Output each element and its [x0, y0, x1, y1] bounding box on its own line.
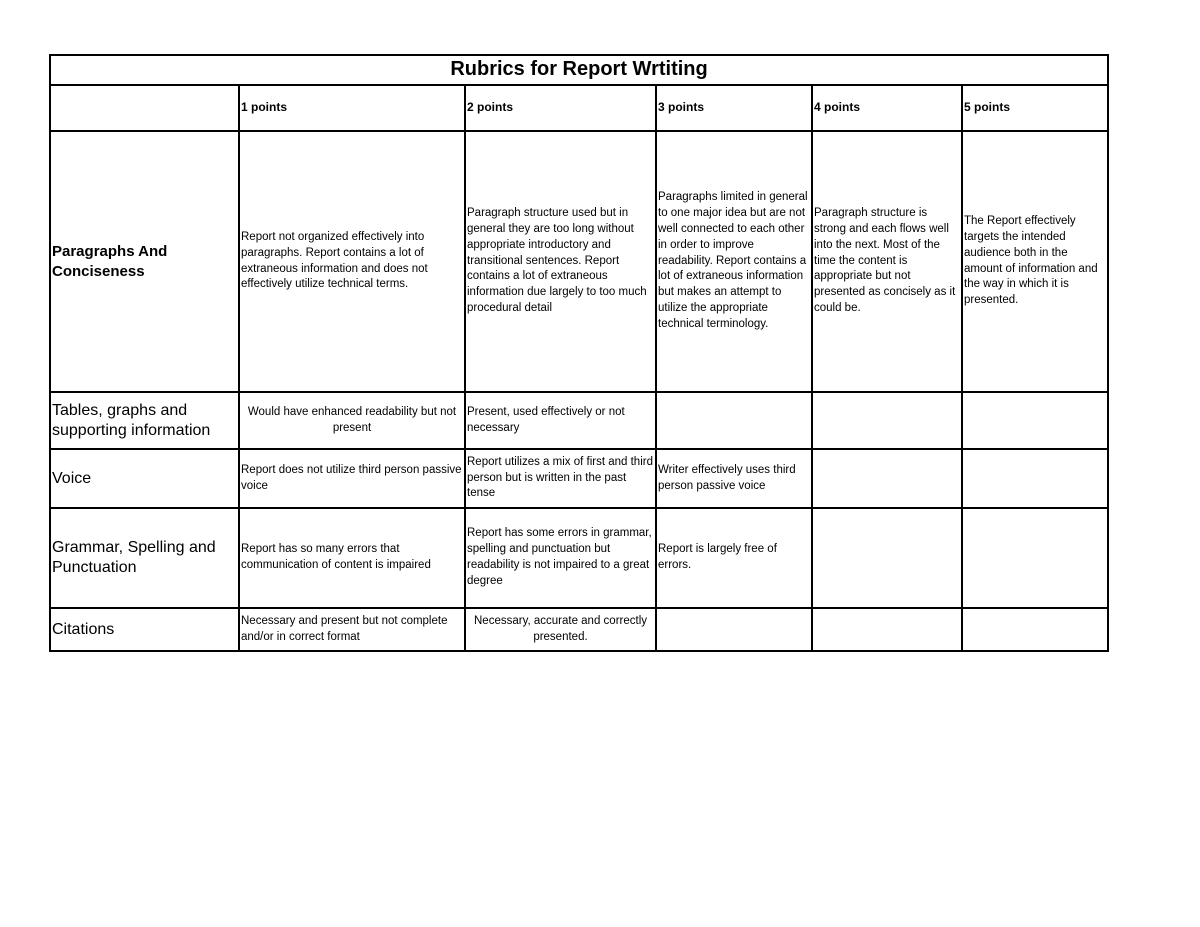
rubric-cell: Report has so many errors that communication of content is impaired: [239, 508, 465, 608]
criterion-cell: Grammar, Spelling and Punctuation: [50, 508, 239, 608]
criterion-cell: Voice: [50, 449, 239, 508]
rubric-cell: Present, used effectively or not necessary: [465, 392, 656, 449]
header-cell-2-points: 2 points: [465, 85, 656, 131]
rubric-cell: Necessary, accurate and correctly presented.: [465, 608, 656, 651]
title-row: [50, 55, 1108, 85]
rubric-cell: Report is largely free of errors.: [656, 508, 812, 608]
rubric-cell: [812, 608, 962, 651]
rubric-cell: Paragraph structure is strong and each flows well into the next. Most of the time the content is appropriate but not presented as concisely as it could be.: [812, 131, 962, 392]
rubric-cell: [962, 608, 1108, 651]
rubric-table: [49, 54, 1109, 652]
rubric-cell: [962, 392, 1108, 449]
rubric-cell: [656, 392, 812, 449]
rubric-cell: Report utilizes a mix of first and third person but is written in the past tense: [465, 449, 656, 508]
rubric-cell: Writer effectively uses third person passive voice: [656, 449, 812, 508]
criterion-cell: Citations: [50, 608, 239, 651]
rubric-cell: [812, 449, 962, 508]
criterion-cell: Tables, graphs and supporting information: [50, 392, 239, 449]
rubric-cell: Report not organized effectively into paragraphs. Report contains a lot of extraneous information and does not effectively utilize technical terms.: [239, 131, 465, 392]
rubric-cell: Paragraphs limited in general to one major idea but are not well connected to each other in order to improve readability. Report contains a lot of extraneous information but makes an attempt to utilize the appropriate technical terminology.: [656, 131, 812, 392]
rubric-cell: Would have enhanced readability but not present: [239, 392, 465, 449]
header-cell-4-points: 4 points: [812, 85, 962, 131]
header-cell-1-points: 1 points: [239, 85, 465, 131]
rubric-cell: Report has some errors in grammar, spelling and punctuation but readability is not impaired to a great degree: [465, 508, 656, 608]
rubric-cell: The Report effectively targets the intended audience both in the amount of information and the way in which it is presented.: [962, 131, 1108, 392]
rubric-cell: [962, 508, 1108, 608]
table-row: [50, 608, 1108, 651]
header-row: [50, 85, 1108, 131]
table-row: [50, 508, 1108, 608]
rubric-cell: Paragraph structure used but in general they are too long without appropriate introductory and transitional sentences. Report contains a lot of extraneous information due largely to too much procedural detail: [465, 131, 656, 392]
rubric-cell: Necessary and present but not complete and/or in correct format: [239, 608, 465, 651]
header-cell-5-points: 5 points: [962, 85, 1108, 131]
table-title: Rubrics for Report Wrtiting: [50, 55, 1108, 85]
criterion-cell: Paragraphs And Conciseness: [50, 131, 239, 392]
rubric-cell: [812, 508, 962, 608]
rubric-cell: [812, 392, 962, 449]
rubric-cell: [962, 449, 1108, 508]
header-cell-3-points: 3 points: [656, 85, 812, 131]
rubric-cell: Report does not utilize third person passive voice: [239, 449, 465, 508]
header-cell-criteria: [50, 85, 239, 131]
rubric-cell: [656, 608, 812, 651]
table-row: [50, 449, 1108, 508]
table-row: [50, 131, 1108, 392]
table-row: [50, 392, 1108, 449]
